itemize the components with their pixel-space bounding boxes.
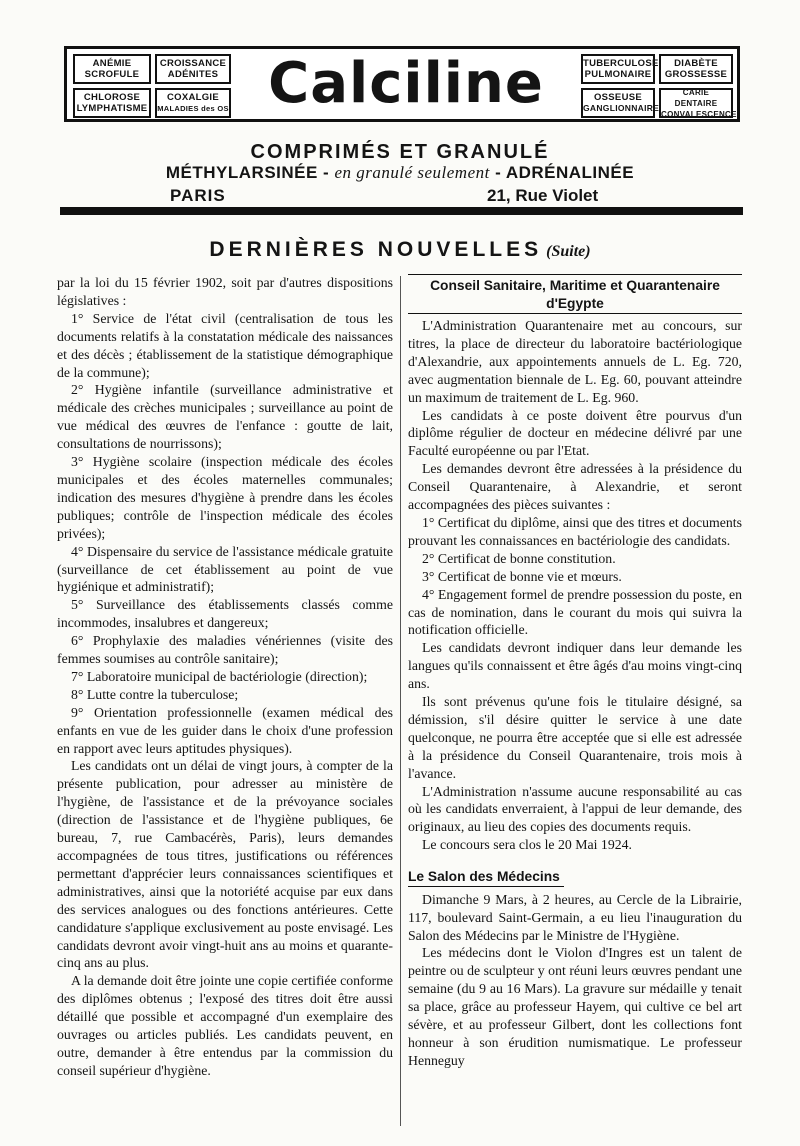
paragraph: 5° Surveillance des établissements classés comme incommodes, insalubres et dangereux; xyxy=(57,597,393,631)
paragraph: Dimanche 9 Mars, à 2 heures, au Cercle de la Librairie, 117, boulevard Saint-Germain, a eu lieu l'inauguration du Salon des Médecins par le Ministre de l'Hygiène. xyxy=(408,891,742,943)
paragraph: 2° Hygiène infantile (surveillance administrative et médicale des crèches municipales ; surveillance au point de vue médical des œuvres de l'enfance : goutte de lait, consultations de nourrissons); xyxy=(57,382,393,452)
article-heading: Conseil Sanitaire, Maritime et Quarantenaire d'Egypte xyxy=(408,274,742,314)
paragraph: Ils sont prévenus qu'une fois le titulaire désigné, sa démission, s'il désire quitter le service à une date quelconque, ne pourra être acceptée que si elle est adressée à la présidence du Conseil Quarantenaire, trois mois à l'avance. xyxy=(408,694,742,781)
ad-tag-line: CROISSANCE xyxy=(159,58,227,69)
ad-city: PARIS xyxy=(170,186,226,205)
paragraph: 4° Dispensaire du service de l'assistance médicale gratuite (surveillance de cet établissement au point de vue hygiénique et administratif); xyxy=(57,543,393,595)
ad-composition-a: MÉTHYLARSINÉE - xyxy=(165,163,335,182)
paragraph: 2° Certificat de bonne constitution. xyxy=(422,550,616,566)
ad-tag xyxy=(155,88,231,118)
paragraph: 3° Hygiène scolaire (inspection médicale des écoles municipales et des écoles maternelles communales; indication des mesures d'hygiène à prendre dans les écoles publiques; contrôle de l'inspection médicale des écoles privées); xyxy=(57,454,393,541)
paragraph: 1° Service de l'état civil (centralisation de tous les documents relatifs à la constatation médicale des naissances et des décès ; établissement de la statistique démographique de la commune); xyxy=(57,310,393,380)
article-heading: Le Salon des Médecins xyxy=(408,868,564,887)
ad-tag-line: LYMPHATISME xyxy=(76,103,148,114)
ad-tag-line: COXALGIE xyxy=(166,92,219,103)
paragraph: Les candidats ont un délai de vingt jours, à compter de la présente publication, pour adresser au ministère de l'hygiène, de l'assistance et de la prévoyance sociales (direction de l'assistance et de l'hygiène publiques, 6e bureau, 7, rue Cambacérès, Paris), leurs demandes accompagnées de tous titres, justifications ou références permettant d'apprécier leurs connaissances scientifiques et administratives, ainsi que la notoriété acquise par eux dans des services analogues ou des fonctions antérieures. Cette candidature s'applique exclusivement au poste envisagé. Les candidats devront avoir vingt-huit ans au moins et quarante-cinq ans au plus. xyxy=(57,758,393,971)
ad-tag-line: PULMONAIRE xyxy=(584,69,652,80)
left-column xyxy=(57,274,393,1080)
ad-tag-line: MALADIES des OS xyxy=(157,104,229,113)
paragraph: 6° Prophylaxie des maladies vénériennes (visite des femmes soumises au contrôle sanitaire); xyxy=(57,633,393,667)
paragraph: Les candidats à ce poste doivent être pourvus d'un diplôme régulier de docteur en médecine délivré par une Faculté européenne ou par l'Etat. xyxy=(408,407,742,459)
ad-tag xyxy=(581,54,659,84)
paragraph: A la demande doit être jointe une copie certifiée conforme des diplômes obtenus ; l'exposé des titres doit être aussi détaillé que possible et accompagné d'un exemplaire des ouvrages ou articles publiés. Les candidats peuvent, en outre, demander à être entendus par la commission du conseil supérieur d'hygiène. xyxy=(57,973,393,1078)
ad-tag xyxy=(73,54,151,84)
paragraph: Les candidats devront indiquer dans leur demande les langues qu'ils connaissent et être âgés d'au moins vingt-cinq ans. xyxy=(408,640,742,692)
ad-tag-line: CONVALESCENCE xyxy=(661,109,737,119)
ad-product-line: COMPRIMÉS ET GRANULÉ xyxy=(250,141,550,163)
column-divider xyxy=(400,276,401,1126)
paragraph: 1° Certificat du diplôme, ainsi que des titres et documents prouvant les connaissances en bactériologie des candidats. xyxy=(408,514,742,548)
ad-tag-line: TUBERCULOSE xyxy=(583,58,659,69)
ad-tag-line: ANÉMIE xyxy=(92,58,132,69)
ad-address: 21, Rue Violet xyxy=(487,186,599,205)
ad-tag-line: DIABÈTE xyxy=(674,58,718,69)
section-suite: (Suite) xyxy=(546,243,591,260)
ad-composition-b: - ADRÉNALINÉE xyxy=(489,163,635,182)
paragraph: Le concours sera clos le 20 Mai 1924. xyxy=(422,837,632,853)
paragraph: L'Administration Quarantenaire met au concours, sur titres, la place de directeur du laboratoire bactériologique d'Alexandrie, aux appointements annuels de L. Eg. 720, avec augmentation biennale de L. Eg. 60, pouvant atteindre un maximum de traitement de L. Eg. 960. xyxy=(408,318,742,405)
ad-tag-line: CARIE DENTAIRE xyxy=(674,87,718,108)
ad-tag-line: ADÉNITES xyxy=(167,69,219,80)
ad-tag xyxy=(73,88,151,118)
paragraph: 8° Lutte contre la tuberculose; xyxy=(71,686,239,702)
paragraph: Les médecins dont le Violon d'Ingres est un talent de peintre ou de sculpteur y ont réuni leurs œuvres pendant une semaine (du 9 au 16 Mars). La gravure sur médaille y tenait sa place, grâce au professeur Hayem, qui cultive ce bel art sévère, et au professeur Gilbert, dont les collections font honneur à son érudition numismatique. Le professeur Henneguy xyxy=(408,945,742,1068)
right-column xyxy=(408,274,742,1070)
ad-composition-em: en granulé seulement xyxy=(334,163,490,182)
ad-tag-line: SCROFULE xyxy=(84,69,140,80)
ad-tag xyxy=(155,54,231,84)
ad-tag-line: CHLOROSE xyxy=(83,92,141,103)
ad-tag-line: OSSEUSE xyxy=(593,92,643,103)
ad-tag xyxy=(659,87,737,119)
paragraph: Les demandes devront être adressées à la présidence du Conseil Quarantenaire, à Alexandrie, et seront accompagnées des pièces suivantes : xyxy=(408,461,742,513)
paragraph: 7° Laboratoire municipal de bactériologie (direction); xyxy=(71,668,368,684)
paragraph: 3° Certificat de bonne vie et mœurs. xyxy=(422,568,622,584)
ad-tag xyxy=(659,54,733,84)
ad-tag-line: GROSSESSE xyxy=(664,69,728,80)
paragraph: 4° Engagement formel de prendre possession du poste, en cas de nomination, dans le courant du mois qui suivra la notification officielle. xyxy=(408,586,742,638)
header-rule xyxy=(60,207,743,215)
ad-tag-line: GANGLIONNAIRE xyxy=(583,103,660,113)
paragraph: 9° Orientation professionnelle (examen médical des enfants en vue de les guider dans le choix d'une profession en rapport avec leurs aptitudes physiques). xyxy=(57,704,393,756)
ad-tag xyxy=(581,88,660,118)
section-title xyxy=(0,238,800,262)
section-title-text: DERNIÈRES NOUVELLES xyxy=(209,238,543,261)
paragraph: L'Administration n'assume aucune responsabilité au cas où les candidats enverraient, à l'appui de leur demande, des originaux, au lieu des copies des documents requis. xyxy=(408,783,742,835)
brand-name: Calciline xyxy=(268,51,544,116)
paragraph: par la loi du 15 février 1902, soit par d'autres dispositions législatives : xyxy=(57,275,393,308)
ad-composition-line xyxy=(0,163,800,183)
advertisement-banner xyxy=(64,46,740,122)
